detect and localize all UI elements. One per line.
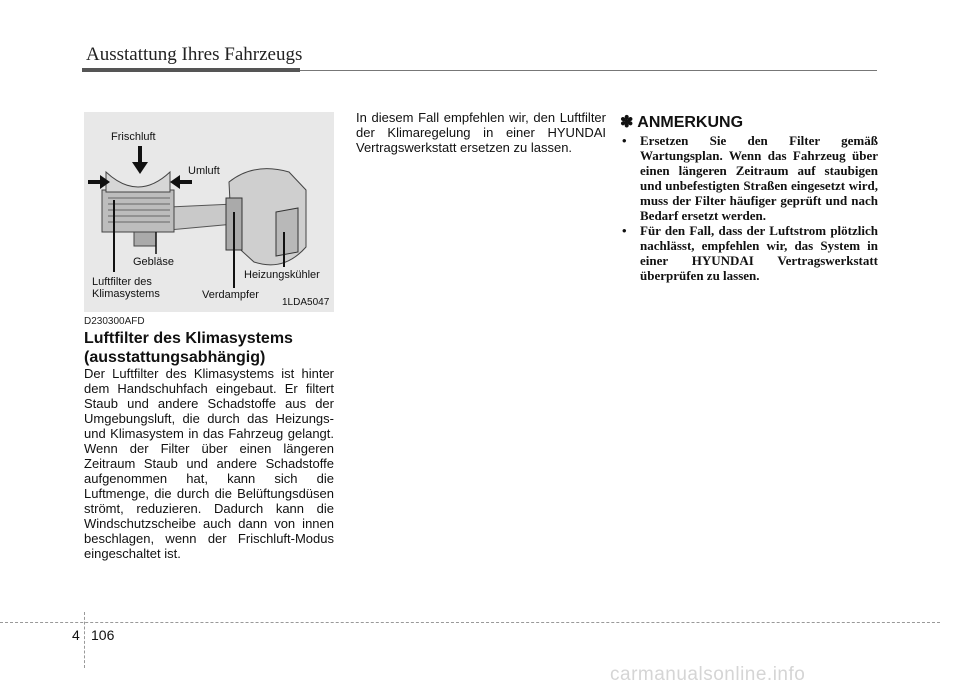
hvac-filter-figure — [84, 112, 334, 312]
label-geblaese: Gebläse — [133, 256, 174, 268]
section-title — [84, 329, 344, 367]
header-title: Ausstattung Ihres Fahrzeugs — [86, 44, 303, 65]
note-item-1: • Ersetzen Sie den Filter gemäß Wartungsplan. Wenn das Fahrzeug über einen längeren Zeitraum auf staubigen und unbefestigten Straßen eingesetzt wird, muss der Filter häufiger geprüft und nach Bedarf ersetzt werden. — [620, 133, 878, 223]
section-code: D230300AFD — [84, 316, 145, 327]
section-title-line1: Luftfilter des Klimasystems — [84, 330, 293, 347]
footer-page-number: 106 — [91, 627, 115, 643]
label-luftfilter-line2: Klimasystems — [92, 288, 160, 300]
watermark: carmanualsonline.info — [610, 664, 806, 685]
footer-rule — [0, 622, 940, 623]
note-list — [620, 133, 878, 283]
body-paragraph-2: In diesem Fall empfehlen wir, den Luftfilter der Klimaregelung in einer HYUNDAI Vertragswerkstatt ersetzen zu lassen. — [356, 110, 606, 155]
footer-divider — [84, 612, 85, 668]
section-title-line2: (ausstattungsabhängig) — [84, 349, 266, 366]
label-umluft: Umluft — [188, 165, 220, 177]
label-heizungskuehler: Heizungskühler — [244, 269, 320, 281]
label-frischluft: Frischluft — [111, 131, 156, 143]
figure-code: 1LDA5047 — [282, 297, 330, 308]
label-luftfilter-line1: Luftfilter des — [92, 276, 152, 288]
note-heading: ✽ ANMERKUNG — [620, 114, 744, 131]
note-item-2: • Für den Fall, dass der Luftstrom plötzlich nachlässt, empfehlen wir, das System in einer HYUNDAI Vertragswerkstatt überprüfen zu lassen. — [620, 223, 878, 283]
label-verdampfer: Verdampfer — [202, 289, 259, 301]
body-paragraph-1: Der Luftfilter des Klimasystems ist hinter dem Handschuhfach eingebaut. Er filtert Staub und andere Schadstoffe aus der Umgebungsluft, die durch das Heizungs- und Klimasystem in das Fahrzeug gelangt. Wenn der Filter über einen längeren Zeitraum Staub und andere Schadstoffe aufgenommen hat, kann sich die Luftmenge, die durch die Belüftungsdüsen strömt, reduzieren. Dadurch kann die Windschutzscheibe auch dann von innen beschlagen, wenn der Frischluft-Modus eingeschaltet ist. — [84, 366, 334, 561]
header-rule-thick — [82, 68, 300, 72]
header-rule-thin — [300, 70, 877, 71]
footer-chapter-number: 4 — [72, 627, 80, 643]
